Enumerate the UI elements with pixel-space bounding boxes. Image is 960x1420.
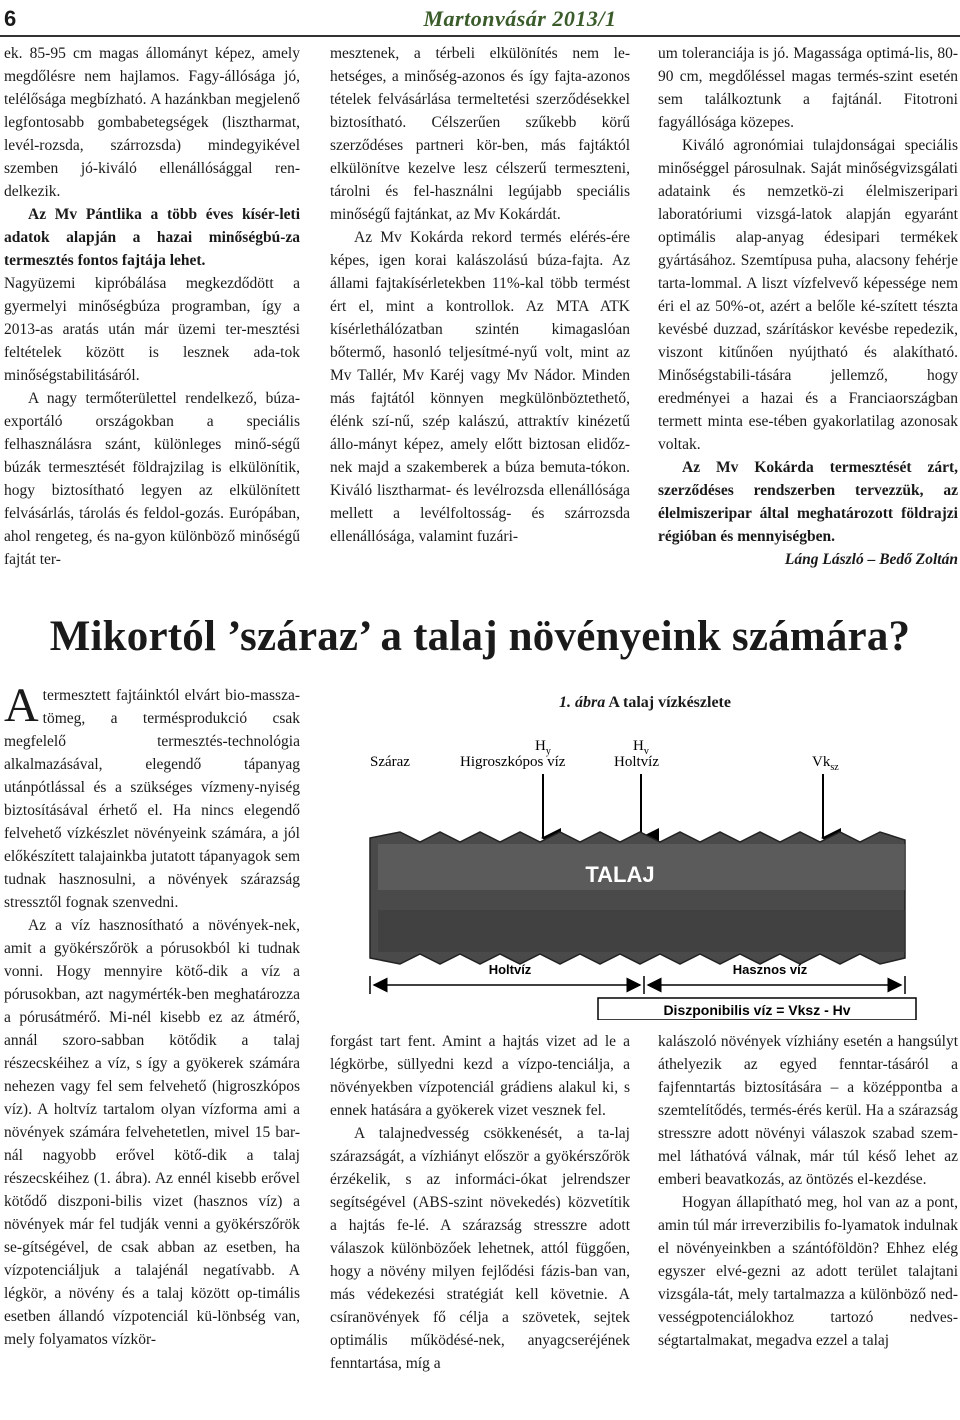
paragraph-bold: Az Mv Pántlika a több éves kísér-leti adatok alapján a hazai minőségbú-za termesztés fontos fajtája lehet. (4, 206, 300, 269)
header-rule (0, 35, 960, 37)
paragraph: Az a víz hasznosítható a növények-nek, amit a gyökérszőrök a pórusokból ki tudnak vonni. Hogy mennyire kötő-dik a víz a pórusokban, azt nagymérték-ben meghatározza a pórusátmérő. Mi-nél kisebb ez az átmérő, annál szoro-sabban kötődik a talaj részecskéihez a víz, s így a gyökerek számára nehezen vagy fel sem felvehető (higroszkópos víz). A holtvíz tartalom olyan vízforma ami a növények számára felvehetetlen, mivel 15 bar-nál nagyobb erővel kötő-dik a talaj részecskéihez (1. ábra). Az ennél kisebb erővel kötődő diszponi-bilis vizet (hasznos víz) a növények már fel tudják venni a gyökérszőrök se-gítségével, de csak abban az esetben, ha vízpotenciáljuk a talajénál negatívabb. A légkör, a növény és a talaj között op-timális esetben állandó vízpotenciál kü-lönbség van, mely folyamatos vízkör- (4, 917, 300, 1348)
top-column-2 (330, 42, 630, 548)
label-hv: $H_v$ (633, 738, 649, 757)
soil-band-texture (378, 910, 905, 952)
paragraph: A talajnedvesség csökkenését, a ta-laj szárazságát, a vízhiányt először a gyökérszőrök érzékelik, s az informáci-ókat jelrendszer segítségével (ABS-szint növekedés) közvetítik a hajtás fe-lé. A szárazság stresszre adott válaszok különbözőek lehetnek, attól függően, hogy a növény milyen fejlődési fázis-ban van, más védekezési stratégiát kell követnie. A csíranövények fő célja a szövetek, sejtek optimális működésé-nek, anyagcseréjének fenntartása, míg a (330, 1125, 630, 1372)
paragraph: A nagy termőterülettel rendelkező, búza-exportáló országokban a speciális felhasználásra szánt, különleges minő-ségű búzák termesztését földrajzilag is elkülönítik, hogy biztosítható legyen az elkülönített felvásárlás, tárolás és feldol-gozás. Európában, ahol rengeteg, és na-gyon különböző minőségű fajtát ter- (4, 390, 300, 568)
paragraph: Hogyan állapítható meg, hol van az a pont, amin túl már irreverzibilis fo-lyamatok indulnak el növényeinkben a szántóföldön? Ehhez elég egyszer elvé-gezni az adott terület talajtani vizsgála-tát, mely tartalmazza a különböző ned-vességpotenciálokhoz tartozó nedves-ségtartalmakat, megadva ezzel a talaj (658, 1194, 959, 1349)
figure-number: 1. ábra (559, 694, 606, 711)
label-bottom-hasznos: Hasznos víz (732, 962, 808, 977)
label-holtviz: Holtvíz (614, 754, 659, 770)
paragraph-bold: Az Mv Kokárda termesztését zárt, szerződéses rendszerben tervezzük, az élelmiszeripar által meghatározott földrajzi régióban és mennyiségben. (658, 459, 958, 545)
formula-text: Diszponibilis víz = Vksz - Hv (663, 1002, 851, 1018)
paragraph: Nagyüzemi kipróbálása megkezdődött a gyermelyi minőségbúza programban, így a 2013-as aratás után már üzemi ter-mesztési feltételek között is lesznek ada-tok minőségstabilitásáról. (4, 275, 300, 384)
paragraph: mesztenek, a térbeli elkülönítés nem le-hetséges, a minőség-azonos és így fajta-azonos tételek felvásárlása termeltetési szerződésekkel biztosítható. Célszerűen szűkebb körű szerződéses partneri kör-ben, más fajtáktól elkülönítve kezelve lesz célszerű termeszteni, tárolni és fel-használni legújabb speciális minőségű fajtánkat, az Mv Kokárdát. (330, 45, 630, 223)
authors-signature: Láng László – Bedő Zoltán (784, 551, 958, 568)
bottom-column-2 (330, 1030, 630, 1375)
paragraph: Kiváló agronómiai tulajdonságai speciális minőséggel párosulnak. Saját minőségvizsgálati adataink és nemzetkö-zi élelmiszeripari laboratóriumi vizsgá-latok alapján egyaránt optimális alap-anyag édesipari termékek gyártásához. Szemtípusa puha, alacsony fehérje tarta-lommal. A liszt vízfelvevő képessége nem éri el az 50%-ot, azért a belőle ké-szített tészta kevésbé duzzad, szárításkor kevésbe repedezik, viszont kitűnően nyújtható és alakítható. Minőségstabili-tására jellemző, hogy eredményei a hazai és a Franciaországban termett minta ese-tében gyakorlatilag azonosak voltak. (658, 137, 958, 453)
figure-soil-water (330, 690, 960, 1020)
label-bottom-holtviz: Holtvíz (488, 962, 532, 977)
paragraph: ek. 85-95 cm magas állományt képez, amely megdőlésre nem hajlamos. Fagy-állósága jó, telélősága megbízható. A hazánkban megjelenő legfontosabb gombabetegségek (lisztharmat, levél-rozsda, szárrozsda) mindegyikével szemben jó-kiváló ellenállósággal ren-delkezik. (4, 45, 300, 200)
top-column-3 (658, 42, 958, 571)
drop-cap: A (4, 679, 39, 732)
label-vk: $Vk_{sz}$ (812, 754, 839, 773)
figure-caption (330, 694, 960, 712)
publication-header: Martonvásár 2013/1 (423, 6, 617, 31)
label-talaj: TALAJ (585, 862, 655, 887)
page-number: 6 (4, 6, 17, 31)
top-column-1 (4, 42, 300, 571)
paragraph: um toleranciája is jó. Magassága optimá-lis, 80-90 cm, megdőléssel magas termés-szint esetén sem találkoztunk a fajtánál. Fitotroni fagyállósága közepes. (658, 45, 958, 131)
paragraph: forgást tart fent. Amint a hajtás vizet ad le a légkörbe, süllyedni kezd a vízpo-tenciálja, a növényekben vízpotenciál grádiens alakul ki, s ennek hatására a gyökerek vizet vesznek fel. (330, 1033, 630, 1119)
figure-title: A talaj vízkészlete (605, 694, 731, 711)
bottom-column-3 (658, 1030, 958, 1352)
paragraph: Az Mv Kokárda rekord termés elérés-ére képes, igen korai kalászolású búza-fajta. Az állami fajtakísérletekben 11%-kal több termést ért el, mint a kontrollok. Az MTA ATK kísérlethálózatban szintén kimagaslóan bőtermő, hasonló teljesítmé-nyű volt, mint az Mv Tallér, Mv Karéj vagy Mv Nádor. Minden más fajtától könnyen megkülönböztethető, élénk szí-nű, szép kalászú, attraktív kinézetű állo-mányt képez, amely előtt biztosan elidőz-nek majd a szakemberek a búza bemuta-tókon. Kiváló lisztharmat- és levélrozsda ellenállósága mellett a levélfoltosság- és szárrozsda ellenállósága, valamint fuzári- (330, 229, 630, 545)
paragraph: kalászoló növények vízhiány esetén a hangsúlyt áthelyezik az egyed fenntar-tásáról a fajfenntartás biztosítására – a középpontba a szemtelítődés, termés-érés kerül. Ha a szárazság stresszre adott növényi válaszok szabad szem-mel láthatóvá válnak, már túl késő lehet az emberi beavatkozás, az öntözés el-kezdése. (658, 1033, 958, 1188)
label-szaraz: Száraz (370, 754, 410, 770)
label-hy: $H_y$ (535, 738, 551, 757)
label-higroszkopos: Higroszkópos víz (460, 754, 566, 770)
soil-water-diagram (330, 720, 960, 1020)
bottom-column-1 (4, 679, 300, 1351)
paragraph-text: termesztett fajtáinktól elvárt bio-massza-tömeg, a termésprodukció csak megfelelő termesztés-technológia alkalmazásával, elegendő tápanyag utánpótlással és a szükséges vízmeny-nyiség biztosításával érhető el. Ha nincs elegendő felvehető vízkészlet növényeink számára, a jól előkészített talajainkba jutatott tápanyagok sem tudnak hasznosulni, a növények szárazság stressztől fognak szenvedni. (4, 687, 300, 911)
paragraph (4, 679, 300, 914)
article-headline: Mikortól ’száraz’ a talaj növényeink számára? (49, 613, 911, 660)
